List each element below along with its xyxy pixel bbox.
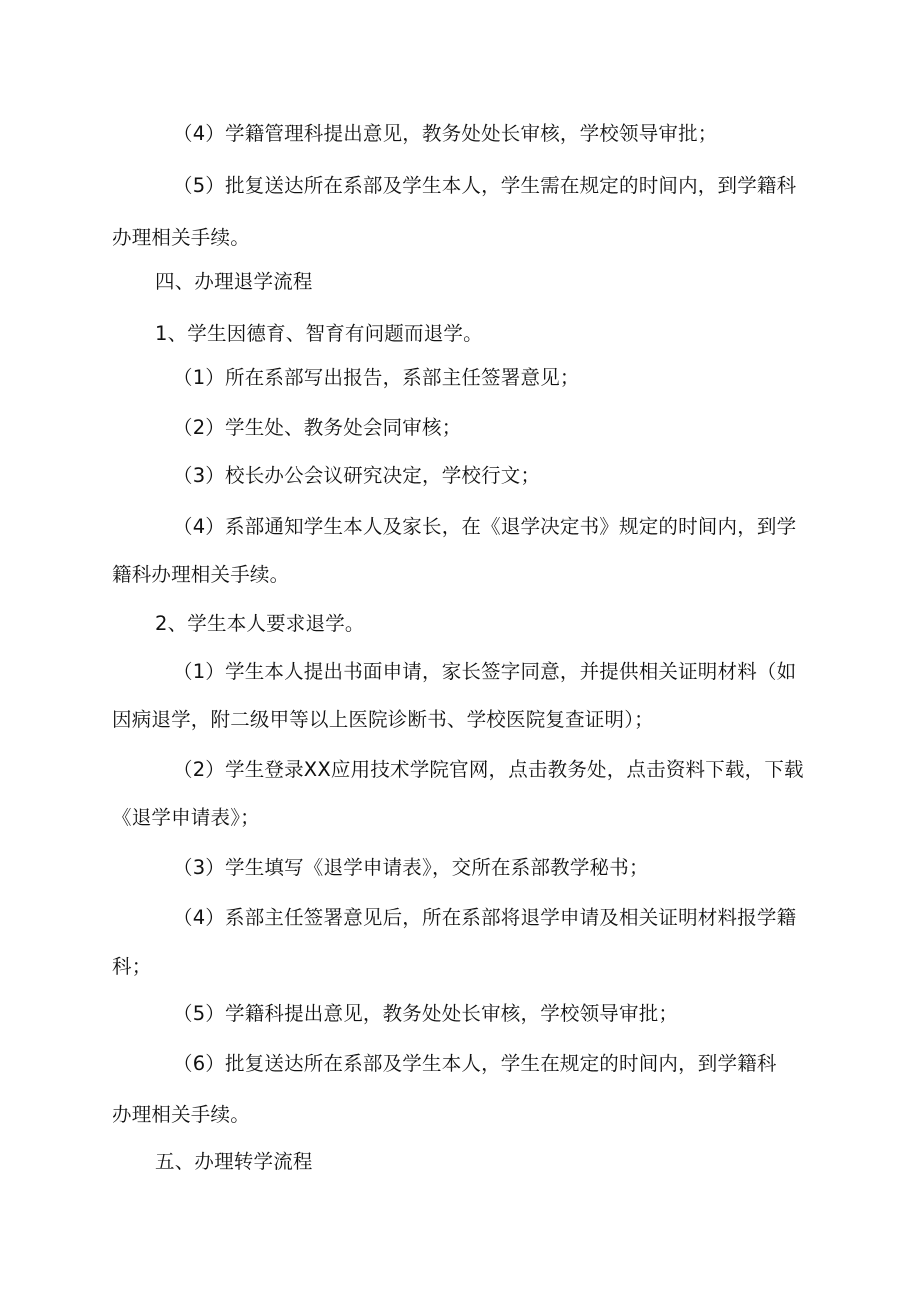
section-heading: 五、办理转学流程	[155, 1150, 313, 1173]
paragraph-line: 科；	[112, 955, 152, 978]
paragraph-line: （1）学生本人提出书面申请，家长签字同意，并提供相关证明材料（如	[173, 660, 797, 683]
paragraph-line: （2）学生处、教务处会同审核；	[173, 416, 462, 439]
paragraph-line: 办理相关手续。	[112, 226, 250, 249]
paragraph-line: （5）学籍科提出意见，教务处处长审核，学校领导审批；	[173, 1002, 679, 1025]
paragraph-line: 因病退学，附二级甲等以上医院诊断书、学校医院复查证明）；	[112, 708, 654, 731]
paragraph-line: （5）批复送达所在系部及学生本人，学生需在规定的时间内，到学籍科	[173, 174, 797, 197]
subsection-heading: 2、学生本人要求退学。	[155, 612, 365, 635]
paragraph-line: （1）所在系部写出报告，系部主任签署意见；	[173, 366, 580, 389]
paragraph-line: 籍科办理相关手续。	[112, 563, 290, 586]
paragraph-line: （4）学籍管理科提出意见，教务处处长审核，学校领导审批；	[173, 122, 718, 145]
section-heading: 四、办理退学流程	[155, 270, 313, 293]
paragraph-line: （6）批复送达所在系部及学生本人，学生在规定的时间内，到学籍科	[173, 1052, 777, 1075]
paragraph-line: （3）学生填写《退学申请表》，交所在系部教学秘书；	[173, 856, 649, 879]
paragraph-line: （4）系部通知学生本人及家长，在《退学决定书》规定的时间内，到学	[173, 515, 797, 538]
paragraph-line: （4）系部主任签署意见后，所在系部将退学申请及相关证明材料报学籍	[173, 906, 797, 929]
paragraph-line: 《退学申请表》；	[112, 806, 260, 829]
paragraph-line: （2）学生登录XX应用技术学院官网，点击教务处，点击资料下载，下载	[173, 758, 804, 781]
subsection-heading: 1、学生因德育、智育有问题而退学。	[155, 322, 483, 345]
paragraph-line: 办理相关手续。	[112, 1103, 250, 1126]
paragraph-line: （3）校长办公会议研究决定，学校行文；	[173, 464, 541, 487]
